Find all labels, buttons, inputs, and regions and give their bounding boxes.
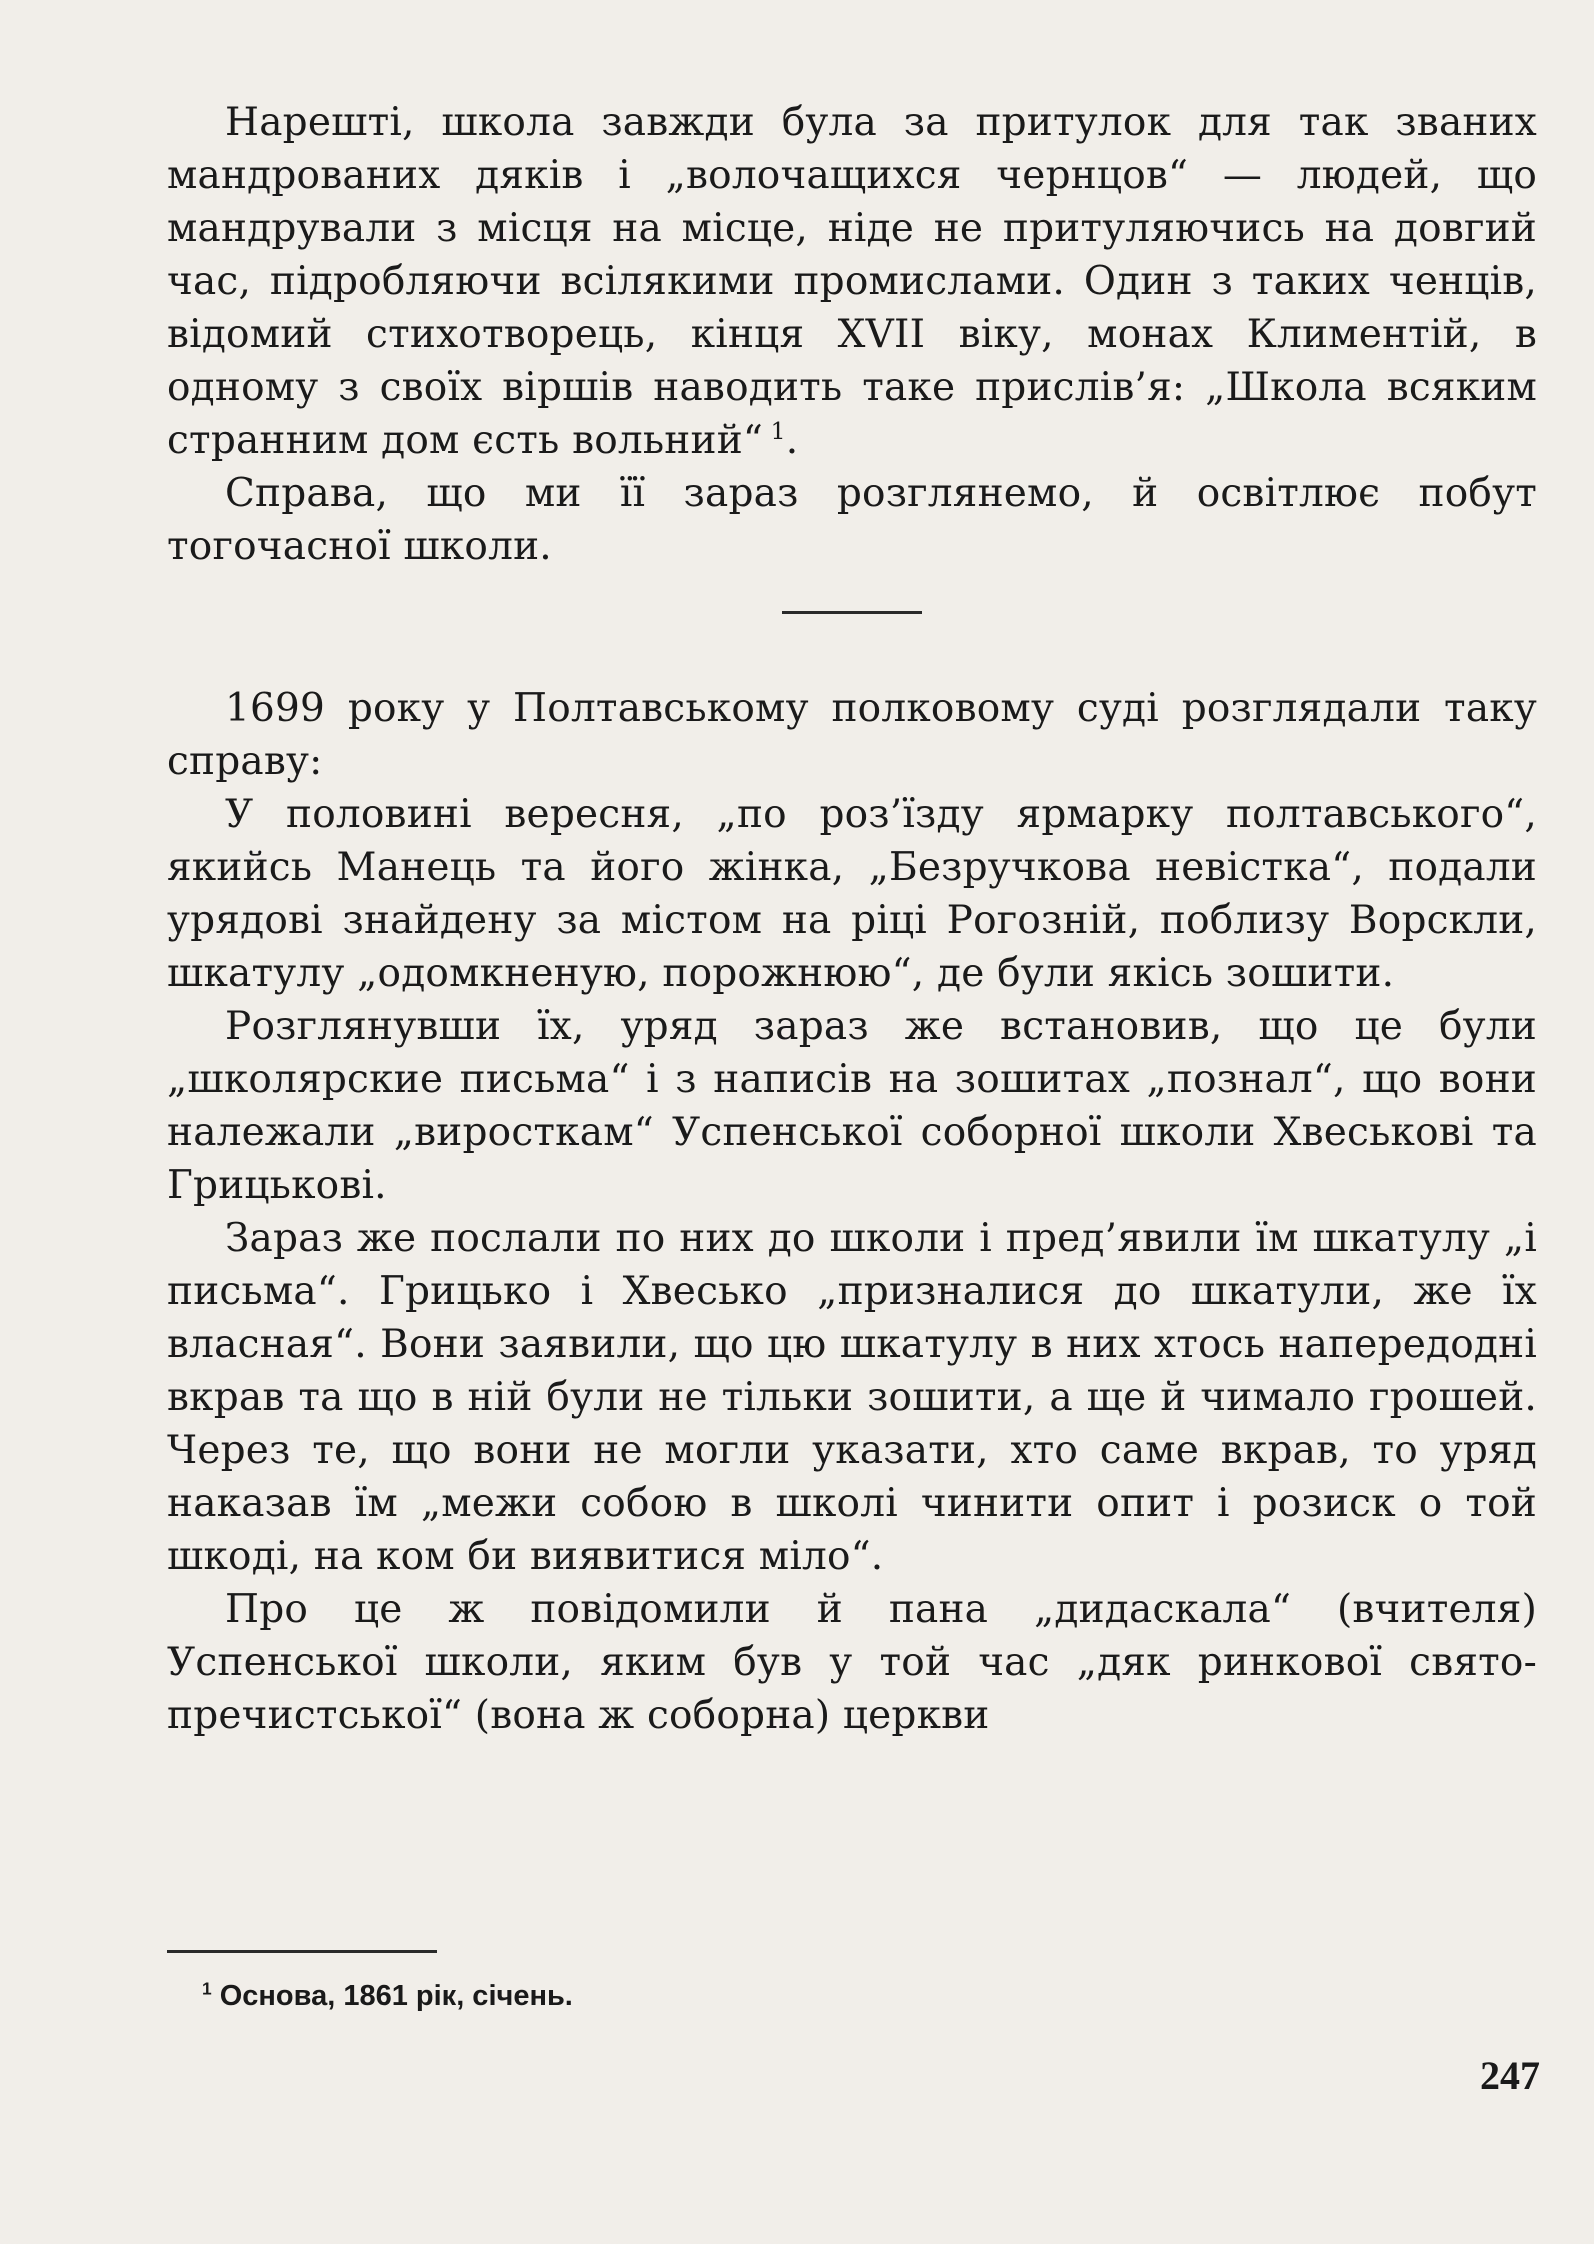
footnote-marker: 1 [202, 1978, 212, 1999]
paragraph: Нарешті, школа завжди була за притулок для так званих мандрованих дяків і „волочащихся чернцов“ — людей, що мандрували з місця на місце, ніде не притуляючись на довгий час, підробляючи всілякими промислами. Один з таких ченців, відомий стихотворець, кінця XVII віку, монах Климентій, в одному з своїх віршів наводить таке прислів’я: „Школа всяким странним дом єсть вольний“ $^1$. [167, 100, 1537, 463]
footnote [202, 1978, 573, 2014]
footnote-text: Основа, 1861 рік, січень. [219, 1980, 573, 2012]
paragraph: Розглянувши їх, уряд зараз же встановив, що це були „школярские письма“ і з написів на зошитах „познал“, що вони належали „виросткам“ Успенської соборної школи Хвеськові та Грицькові. [167, 1004, 1537, 1208]
page-body [167, 96, 1537, 1742]
paragraph: У половині вересня, „по роз’їзду ярмарку полтавського“, якийсь Манець та його жінка, „Безручкова невістка“, подали урядові знайдену за містом на ріці Рогозній, поблизу Ворскли, шкатулу „одомкненую, порожнюю“, де були якісь зошити. [167, 792, 1537, 996]
paragraph: 1699 року у Полтавському полковому суді розглядали таку справу: [167, 686, 1537, 784]
footnote-rule [167, 1950, 437, 1953]
footnote-reference: 1 [770, 417, 786, 445]
paragraph: Про це ж повідомили й пана „дидаскала“ (вчителя) Успенської школи, яким був у той час „дяк ринкової свято-пречистської“ (вона ж соборна) церкви [167, 1587, 1537, 1738]
page-number: 247 [1480, 2053, 1540, 2098]
paragraph: Зараз же послали по них до школи і пред’явили їм шкатулу „і письма“. Грицько і Хвесько „призналися до шкатули, же їх власная“. Вони заявили, що цю шкатулу в них хтось напередодні вкрав та що в ній були не тільки зошити, а ще й чимало грошей. Через те, що вони не могли указати, хто саме вкрав, то уряд наказав їм „межи собою в школі чинити опит і розиск о той шкоді, на ком би виявитися міло“. [167, 1216, 1537, 1579]
section-divider [782, 611, 922, 614]
paragraph: Справа, що ми її зараз розглянемо, й освітлює побут тогочасної школи. [167, 471, 1537, 569]
